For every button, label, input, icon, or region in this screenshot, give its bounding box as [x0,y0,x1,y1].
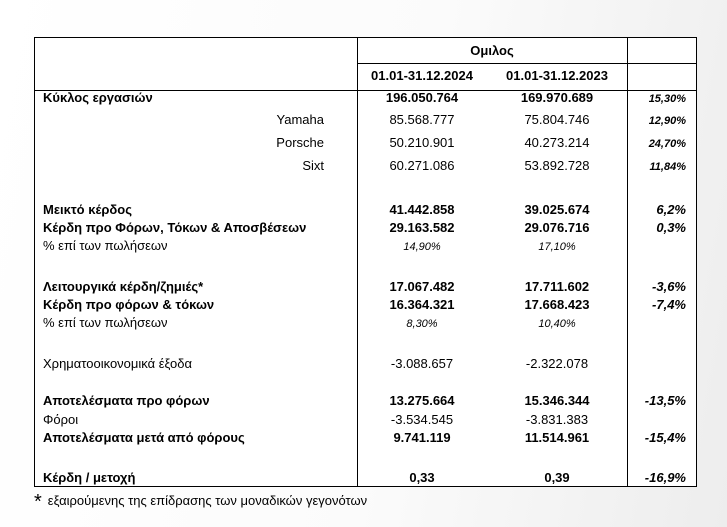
value-2024: 60.271.086 [389,158,455,173]
value-2023: 53.892.728 [524,158,590,173]
footnote-text: εξαιρούμενης της επίδρασης των μοναδικών γεγονότων [47,493,368,508]
change-pct: 0,3% [656,220,686,235]
row-label-taxes: Φόροι [43,412,79,427]
row-label-sixt: Sixt [302,158,324,173]
row-label-yamaha: Yamaha [276,112,324,127]
change-pct: -13,5% [644,393,686,408]
group-header: Ομιλος [470,43,514,58]
value-2023: 17,10% [538,241,576,253]
row-label-margin: % επί των πωλήσεων [43,238,168,253]
value-2023: 75.804.746 [524,112,590,127]
change-pct: -3,6% [652,279,686,294]
value-2023: 40.273.214 [524,135,590,150]
change-pct: 24,70% [648,138,686,150]
footnote [34,492,367,511]
value-2024: 85.568.777 [389,112,455,127]
footnote-asterisk: * [34,491,42,513]
row-label-profit-before-tax: Αποτελέσματα προ φόρων [43,393,210,408]
value-2024: 41.442.858 [389,202,455,217]
value-2024: 16.364.321 [389,297,455,312]
value-2024: 29.163.582 [389,220,455,235]
value-2023: 0,39 [544,470,570,485]
row-label-porsche: Porsche [276,135,324,150]
value-2023: 29.076.716 [524,220,590,235]
financial-table [34,37,697,487]
column-divider [627,38,628,486]
value-2024: 50.210.901 [389,135,455,150]
value-2023: 17.711.602 [524,279,590,294]
change-pct: 11,84% [649,161,686,173]
change-pct: -16,9% [644,470,686,485]
row-label-ebit: Κέρδη προ φόρων & τόκων [43,297,215,312]
value-2023: -3.831.383 [525,412,589,427]
value-2024: 13.275.664 [389,393,455,408]
value-2023: 10,40% [538,318,576,330]
row-label-eps: Κέρδη / μετοχή [43,470,136,485]
header-divider [357,63,696,64]
value-2024: -3.088.657 [390,356,454,371]
value-2023: 11.514.961 [524,430,590,445]
row-label-turnover: Κύκλος εργασιών [43,90,153,105]
value-2024: 0,33 [409,470,435,485]
period-2024-header: 01.01-31.12.2024 [371,68,473,83]
change-pct: 6,2% [656,202,686,217]
value-2023: 15.346.344 [524,393,590,408]
row-label-margin: % επί των πωλήσεων [43,315,168,330]
row-label-gross-profit: Μεικτό κέρδος [43,202,132,217]
value-2024: 8,30% [406,318,438,330]
change-pct: -7,4% [652,297,686,312]
value-2024: 17.067.482 [389,279,455,294]
row-label-ebitda: Κέρδη προ Φόρων, Τόκων & Αποσβέσεων [43,220,307,235]
change-pct: 15,30% [648,93,686,105]
row-label-finance-costs: Χρηματοοικονομικά έξοδα [43,356,192,371]
change-pct: 12,90% [648,115,686,127]
value-2023: 169.970.689 [520,90,594,105]
change-pct: -15,4% [644,430,686,445]
value-2024: 9.741.119 [393,430,451,445]
value-2023: -2.322.078 [525,356,589,371]
value-2024: 196.050.764 [385,90,459,105]
value-2024: -3.534.545 [390,412,454,427]
row-label-operating-profit: Λειτουργικά κέρδη/ζημιές* [43,279,204,294]
value-2023: 39.025.674 [524,202,590,217]
period-2023-header: 01.01-31.12.2023 [506,68,608,83]
row-label-profit-after-tax: Αποτελέσματα μετά από φόρους [43,430,245,445]
value-2023: 17.668.423 [524,297,590,312]
value-2024: 14,90% [403,241,441,253]
